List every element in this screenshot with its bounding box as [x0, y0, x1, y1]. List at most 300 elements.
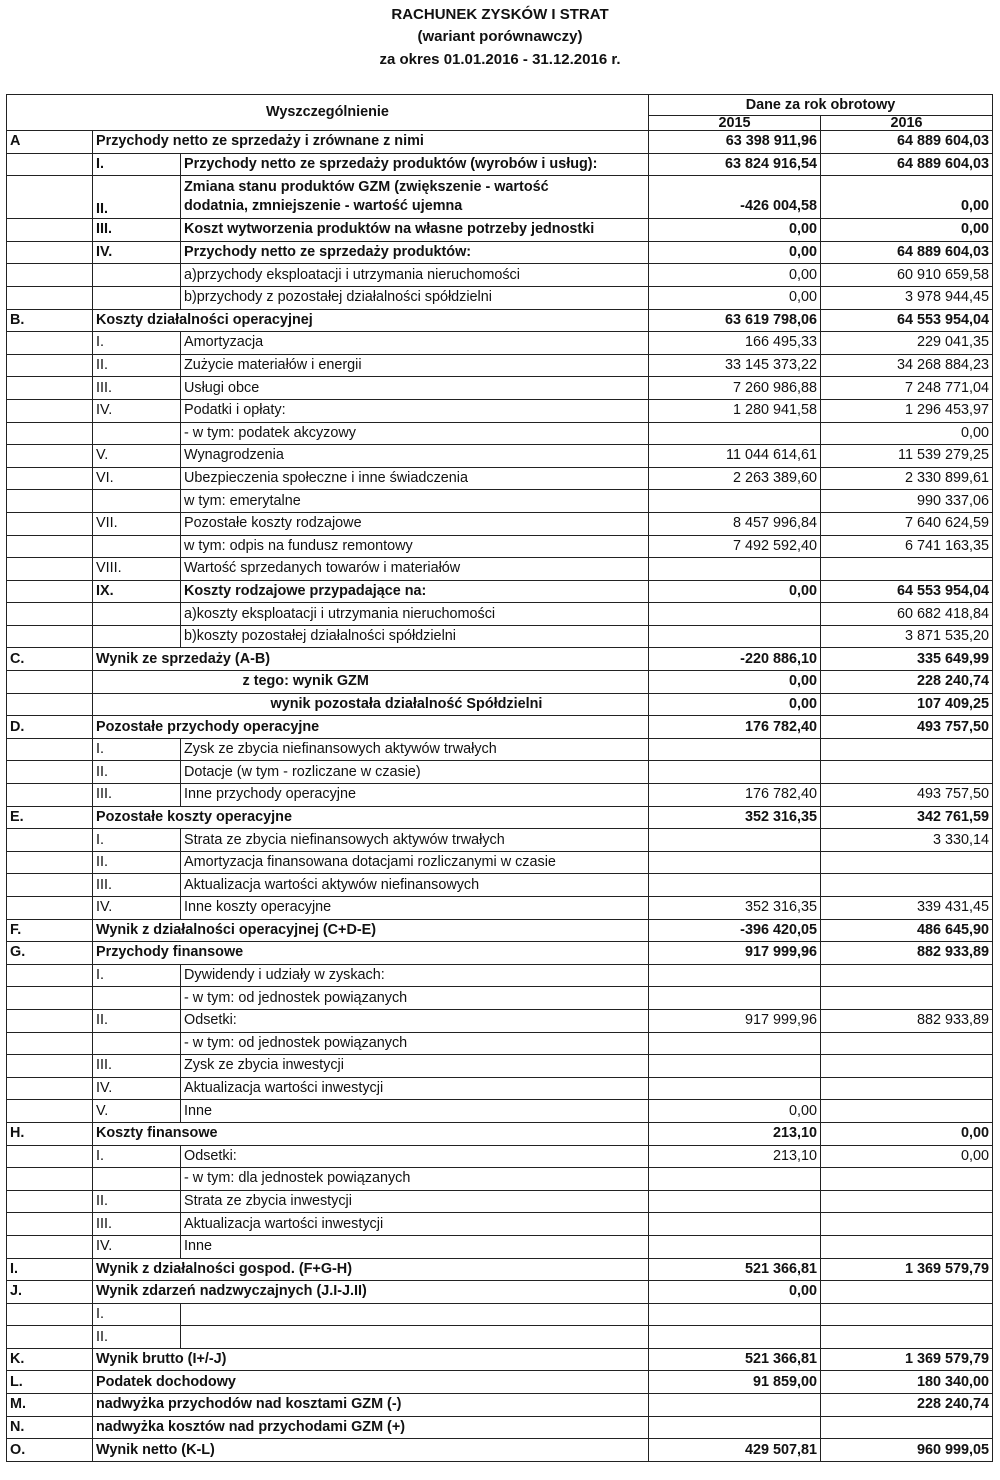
row-code: E. [7, 806, 93, 829]
row-code-empty [7, 153, 93, 176]
table-row [7, 512, 993, 535]
row-label: Inne koszty operacyjne [181, 897, 649, 920]
row-subcode: III. [93, 874, 181, 897]
row-label: Koszty rodzajowe przypadające na: [181, 580, 649, 603]
row-code-empty [7, 399, 93, 422]
row-code-empty [7, 603, 93, 626]
value-2016: 3 978 944,45 [821, 286, 993, 309]
table-row [7, 942, 993, 965]
value-2016: 0,00 [821, 422, 993, 445]
column-header-data: Dane za rok obrotowy [649, 95, 993, 116]
value-2016: 960 999,05 [821, 1439, 993, 1462]
value-2015 [649, 874, 821, 897]
table-row [7, 535, 993, 558]
value-2016 [821, 1100, 993, 1123]
row-code-empty [7, 1009, 93, 1032]
table-body [7, 131, 993, 1462]
value-2015: 352 316,35 [649, 806, 821, 829]
row-label: z tego: wynik GZM [181, 671, 649, 694]
table-row [7, 1077, 993, 1100]
value-2016: 1 369 579,79 [821, 1348, 993, 1371]
value-2016: 1 369 579,79 [821, 1258, 993, 1281]
value-2016: 64 553 954,04 [821, 309, 993, 332]
value-2015: 521 366,81 [649, 1348, 821, 1371]
row-code-empty [7, 693, 93, 716]
row-label: nadwyżka przychodów nad kosztami GZM (-) [93, 1394, 649, 1417]
value-2016 [821, 1190, 993, 1213]
value-2016: 6 741 163,35 [821, 535, 993, 558]
row-label: a)przychody eksploatacji i utrzymania nieruchomości [181, 264, 649, 287]
value-2016: 228 240,74 [821, 1394, 993, 1417]
table-row [7, 1303, 993, 1326]
value-2016: 486 645,90 [821, 919, 993, 942]
report-subtitle: (wariant porównawczy) [417, 28, 583, 45]
row-code: G. [7, 942, 93, 965]
value-2015 [649, 422, 821, 445]
value-2016 [821, 1213, 993, 1236]
table-row [7, 1258, 993, 1281]
value-2015: -396 420,05 [649, 919, 821, 942]
value-2015 [649, 1394, 821, 1417]
row-subcode: III. [93, 784, 181, 807]
table-row [7, 264, 993, 287]
row-code-empty [7, 874, 93, 897]
value-2015 [649, 1213, 821, 1236]
row-code-empty [7, 219, 93, 242]
table-row [7, 964, 993, 987]
row-subcode [93, 625, 181, 648]
row-label [181, 176, 649, 219]
row-label: Aktualizacja wartości aktywów niefinansowych [181, 874, 649, 897]
value-2015: 0,00 [649, 219, 821, 242]
row-subcode [93, 987, 181, 1010]
value-2015 [649, 1416, 821, 1439]
value-2016 [821, 1303, 993, 1326]
value-2015 [649, 761, 821, 784]
row-label: w tym: emerytalne [181, 490, 649, 513]
value-2015: 7 260 986,88 [649, 377, 821, 400]
table-row [7, 286, 993, 309]
row-label: Zysk ze zbycia niefinansowych aktywów trwałych [181, 738, 649, 761]
table-row [7, 153, 993, 176]
row-label: Amortyzacja [181, 332, 649, 355]
value-2015: 213,10 [649, 1122, 821, 1145]
table-row [7, 987, 993, 1010]
row-subcode-empty [93, 693, 181, 716]
table-row [7, 738, 993, 761]
row-code-empty [7, 1100, 93, 1123]
table-row [7, 603, 993, 626]
row-label: wynik pozostała działalność Spółdzielni [181, 693, 649, 716]
row-label: - w tym: dla jednostek powiązanych [181, 1168, 649, 1191]
value-2016: 0,00 [821, 176, 993, 219]
row-subcode: IV. [93, 1235, 181, 1258]
table-row [7, 1416, 993, 1439]
value-2015 [649, 1077, 821, 1100]
value-2016: 11 539 279,25 [821, 445, 993, 468]
value-2016: 0,00 [821, 1145, 993, 1168]
value-2015: 63 619 798,06 [649, 309, 821, 332]
report-title: RACHUNEK ZYSKÓW I STRAT [391, 6, 609, 23]
table-row [7, 377, 993, 400]
value-2015: 917 999,96 [649, 942, 821, 965]
value-2015: 11 044 614,61 [649, 445, 821, 468]
value-2015: 0,00 [649, 580, 821, 603]
value-2015: 0,00 [649, 1100, 821, 1123]
table-row [7, 445, 993, 468]
value-2016: 107 409,25 [821, 693, 993, 716]
row-code-empty [7, 535, 93, 558]
value-2015 [649, 1326, 821, 1349]
value-2016: 882 933,89 [821, 1009, 993, 1032]
row-code: O. [7, 1439, 93, 1462]
row-code-empty [7, 625, 93, 648]
row-label: Aktualizacja wartości inwestycji [181, 1213, 649, 1236]
row-code-empty [7, 490, 93, 513]
row-subcode: III. [93, 377, 181, 400]
value-2015: 0,00 [649, 241, 821, 264]
value-2015 [649, 964, 821, 987]
row-code-empty [7, 987, 93, 1010]
value-2015: 1 280 941,58 [649, 399, 821, 422]
row-subcode: IX. [93, 580, 181, 603]
value-2016: 34 268 884,23 [821, 354, 993, 377]
value-2015: 166 495,33 [649, 332, 821, 355]
row-code-empty [7, 897, 93, 920]
table-row [7, 1055, 993, 1078]
value-2016: 335 649,99 [821, 648, 993, 671]
row-code-empty [7, 964, 93, 987]
column-header-2016: 2016 [821, 116, 993, 131]
value-2015 [649, 558, 821, 581]
value-2016 [821, 558, 993, 581]
row-code-empty [7, 1326, 93, 1349]
value-2016: 229 041,35 [821, 332, 993, 355]
table-row [7, 241, 993, 264]
value-2016 [821, 1055, 993, 1078]
value-2016 [821, 1416, 993, 1439]
value-2016: 3 871 535,20 [821, 625, 993, 648]
row-subcode: II. [93, 761, 181, 784]
value-2015 [649, 1303, 821, 1326]
row-code-empty [7, 422, 93, 445]
value-2015: 176 782,40 [649, 784, 821, 807]
value-2015: 0,00 [649, 1281, 821, 1304]
row-label: - w tym: od jednostek powiązanych [181, 1032, 649, 1055]
value-2015 [649, 829, 821, 852]
row-label: Dotacje (w tym - rozliczane w czasie) [181, 761, 649, 784]
value-2015: -220 886,10 [649, 648, 821, 671]
row-code-empty [7, 1213, 93, 1236]
row-subcode: VI. [93, 467, 181, 490]
value-2016: 228 240,74 [821, 671, 993, 694]
row-label: Wynik brutto (I+/-J) [93, 1348, 649, 1371]
value-2015: 0,00 [649, 671, 821, 694]
table-row [7, 693, 993, 716]
value-2016 [821, 987, 993, 1010]
row-subcode: I. [93, 738, 181, 761]
row-code-empty [7, 851, 93, 874]
row-subcode: II. [93, 1009, 181, 1032]
row-subcode: IV. [93, 897, 181, 920]
row-label: Wynik ze sprzedaży (A-B) [93, 648, 649, 671]
value-2016 [821, 1077, 993, 1100]
row-subcode: V. [93, 1100, 181, 1123]
row-subcode-empty [93, 671, 181, 694]
row-code: M. [7, 1394, 93, 1417]
row-code-empty [7, 1303, 93, 1326]
row-code-empty [7, 580, 93, 603]
row-label-line2: dodatnia, zmniejszenie - wartość ujemna [184, 198, 463, 215]
table-row [7, 897, 993, 920]
value-2016: 339 431,45 [821, 897, 993, 920]
row-label: Zysk ze zbycia inwestycji [181, 1055, 649, 1078]
table-row [7, 851, 993, 874]
row-label: Pozostałe przychody operacyjne [93, 716, 649, 739]
row-label: nadwyżka kosztów nad przychodami GZM (+) [93, 1416, 649, 1439]
value-2016 [821, 1281, 993, 1304]
row-label: Wynik z działalności operacyjnej (C+D-E) [93, 919, 649, 942]
row-code-empty [7, 784, 93, 807]
table-row [7, 558, 993, 581]
row-label: Amortyzacja finansowana dotacjami rozliczanymi w czasie [181, 851, 649, 874]
row-code: H. [7, 1122, 93, 1145]
value-2015: 2 263 389,60 [649, 467, 821, 490]
table-row [7, 874, 993, 897]
row-label: b)koszty pozostałej działalności spółdzielni [181, 625, 649, 648]
value-2016: 60 682 418,84 [821, 603, 993, 626]
table-row [7, 1394, 993, 1417]
row-subcode: I. [93, 153, 181, 176]
value-2016 [821, 1032, 993, 1055]
row-code: D. [7, 716, 93, 739]
row-label: Strata ze zbycia inwestycji [181, 1190, 649, 1213]
row-label: Pozostałe koszty operacyjne [93, 806, 649, 829]
row-code-empty [7, 241, 93, 264]
value-2016 [821, 851, 993, 874]
table-row [7, 422, 993, 445]
table-row [7, 1371, 993, 1394]
value-2015 [649, 603, 821, 626]
value-2015: 521 366,81 [649, 1258, 821, 1281]
row-label: Odsetki: [181, 1009, 649, 1032]
row-label: Przychody netto ze sprzedaży produktów (wyrobów i usług): [181, 153, 649, 176]
row-subcode: III. [93, 1213, 181, 1236]
value-2016 [821, 761, 993, 784]
row-subcode [93, 286, 181, 309]
row-label: - w tym: od jednostek powiązanych [181, 987, 649, 1010]
value-2015: 429 507,81 [649, 1439, 821, 1462]
row-subcode [93, 603, 181, 626]
row-code-empty [7, 354, 93, 377]
row-label: Koszty działalności operacyjnej [93, 309, 649, 332]
table-row [7, 1281, 993, 1304]
value-2016 [821, 738, 993, 761]
income-statement-table [6, 94, 993, 1462]
value-2015: 176 782,40 [649, 716, 821, 739]
table-row [7, 467, 993, 490]
row-label [181, 1303, 649, 1326]
value-2015 [649, 1032, 821, 1055]
value-2015 [649, 1190, 821, 1213]
column-header-description: Wyszczególnienie [7, 95, 649, 131]
table-row [7, 716, 993, 739]
row-code: I. [7, 1258, 93, 1281]
row-subcode: V. [93, 445, 181, 468]
row-label: - w tym: podatek akcyzowy [181, 422, 649, 445]
row-subcode [93, 1032, 181, 1055]
value-2016: 990 337,06 [821, 490, 993, 513]
row-code-empty [7, 176, 93, 219]
row-subcode: I. [93, 1303, 181, 1326]
value-2016 [821, 1326, 993, 1349]
value-2016: 0,00 [821, 219, 993, 242]
row-label: Przychody netto ze sprzedaży i zrównane z nimi [93, 131, 649, 154]
row-code-empty [7, 512, 93, 535]
value-2016: 1 296 453,97 [821, 399, 993, 422]
value-2015: 7 492 592,40 [649, 535, 821, 558]
row-code-empty [7, 332, 93, 355]
row-code-empty [7, 558, 93, 581]
row-subcode: IV. [93, 1077, 181, 1100]
row-label: w tym: odpis na fundusz remontowy [181, 535, 649, 558]
table-row [7, 1326, 993, 1349]
value-2016 [821, 1235, 993, 1258]
row-label: Inne przychody operacyjne [181, 784, 649, 807]
table-row [7, 625, 993, 648]
row-code-empty [7, 1235, 93, 1258]
row-code: C. [7, 648, 93, 671]
row-label [181, 1326, 649, 1349]
row-subcode [93, 490, 181, 513]
row-label: Wynik zdarzeń nadzwyczajnych (J.I-J.II) [93, 1281, 649, 1304]
table-row [7, 131, 993, 154]
row-subcode: VII. [93, 512, 181, 535]
value-2016: 7 640 624,59 [821, 512, 993, 535]
row-subcode: IV. [93, 241, 181, 264]
value-2016: 64 889 604,03 [821, 241, 993, 264]
value-2015 [649, 490, 821, 513]
value-2015: 33 145 373,22 [649, 354, 821, 377]
row-code: N. [7, 1416, 93, 1439]
value-2015 [649, 1168, 821, 1191]
value-2016: 64 889 604,03 [821, 131, 993, 154]
row-label: Podatek dochodowy [93, 1371, 649, 1394]
table-row [7, 1235, 993, 1258]
row-subcode [93, 1168, 181, 1191]
table-row [7, 1190, 993, 1213]
row-label: a)koszty eksploatacji i utrzymania nieruchomości [181, 603, 649, 626]
row-subcode: II. [93, 176, 181, 219]
row-code-empty [7, 1077, 93, 1100]
row-label: Ubezpieczenia społeczne i inne świadczenia [181, 467, 649, 490]
row-code: A [7, 131, 93, 154]
value-2015 [649, 851, 821, 874]
row-code-empty [7, 1190, 93, 1213]
row-code: B. [7, 309, 93, 332]
table-row [7, 1145, 993, 1168]
row-code-empty [7, 1032, 93, 1055]
value-2015: 917 999,96 [649, 1009, 821, 1032]
value-2015: 63 824 916,54 [649, 153, 821, 176]
row-code-empty [7, 445, 93, 468]
value-2015: 63 398 911,96 [649, 131, 821, 154]
value-2016 [821, 1168, 993, 1191]
table-row [7, 309, 993, 332]
report-period: za okres 01.01.2016 - 31.12.2016 r. [379, 51, 621, 68]
table-row [7, 1100, 993, 1123]
row-subcode: VIII. [93, 558, 181, 581]
row-subcode: II. [93, 1326, 181, 1349]
row-code-empty [7, 738, 93, 761]
value-2016: 3 330,14 [821, 829, 993, 852]
row-subcode: I. [93, 829, 181, 852]
table-row [7, 1122, 993, 1145]
row-subcode [93, 264, 181, 287]
value-2016: 493 757,50 [821, 716, 993, 739]
row-code-empty [7, 829, 93, 852]
row-label: Przychody netto ze sprzedaży produktów: [181, 241, 649, 264]
row-subcode [93, 422, 181, 445]
table-row [7, 176, 993, 219]
value-2016: 882 933,89 [821, 942, 993, 965]
row-label: Pozostałe koszty rodzajowe [181, 512, 649, 535]
value-2015 [649, 1235, 821, 1258]
row-code-empty [7, 761, 93, 784]
row-label: Inne [181, 1235, 649, 1258]
row-code: L. [7, 1371, 93, 1394]
value-2015: 0,00 [649, 264, 821, 287]
row-code-empty [7, 671, 93, 694]
table-row [7, 1439, 993, 1462]
table-row [7, 761, 993, 784]
row-label: Przychody finansowe [93, 942, 649, 965]
row-subcode: II. [93, 354, 181, 377]
row-subcode: IV. [93, 399, 181, 422]
row-code-empty [7, 1168, 93, 1191]
value-2016: 2 330 899,61 [821, 467, 993, 490]
table-row [7, 219, 993, 242]
row-subcode: I. [93, 1145, 181, 1168]
row-label: Inne [181, 1100, 649, 1123]
value-2016: 342 761,59 [821, 806, 993, 829]
table-row [7, 648, 993, 671]
row-label: Usługi obce [181, 377, 649, 400]
row-code-empty [7, 377, 93, 400]
table-row [7, 490, 993, 513]
value-2016: 7 248 771,04 [821, 377, 993, 400]
row-label: Wynagrodzenia [181, 445, 649, 468]
row-label: Wynik z działalności gospod. (F+G-H) [93, 1258, 649, 1281]
table-row [7, 580, 993, 603]
row-code: J. [7, 1281, 93, 1304]
table-row [7, 1009, 993, 1032]
row-subcode: II. [93, 1190, 181, 1213]
table-row [7, 919, 993, 942]
row-label: Odsetki: [181, 1145, 649, 1168]
value-2015: -426 004,58 [649, 176, 821, 219]
row-label: Koszt wytworzenia produktów na własne potrzeby jednostki [181, 219, 649, 242]
row-code-empty [7, 286, 93, 309]
row-label: Koszty finansowe [93, 1122, 649, 1145]
row-subcode: II. [93, 851, 181, 874]
table-row [7, 671, 993, 694]
row-subcode: III. [93, 219, 181, 242]
row-subcode: I. [93, 964, 181, 987]
table-row [7, 1168, 993, 1191]
value-2016: 64 889 604,03 [821, 153, 993, 176]
row-label: Zużycie materiałów i energii [181, 354, 649, 377]
